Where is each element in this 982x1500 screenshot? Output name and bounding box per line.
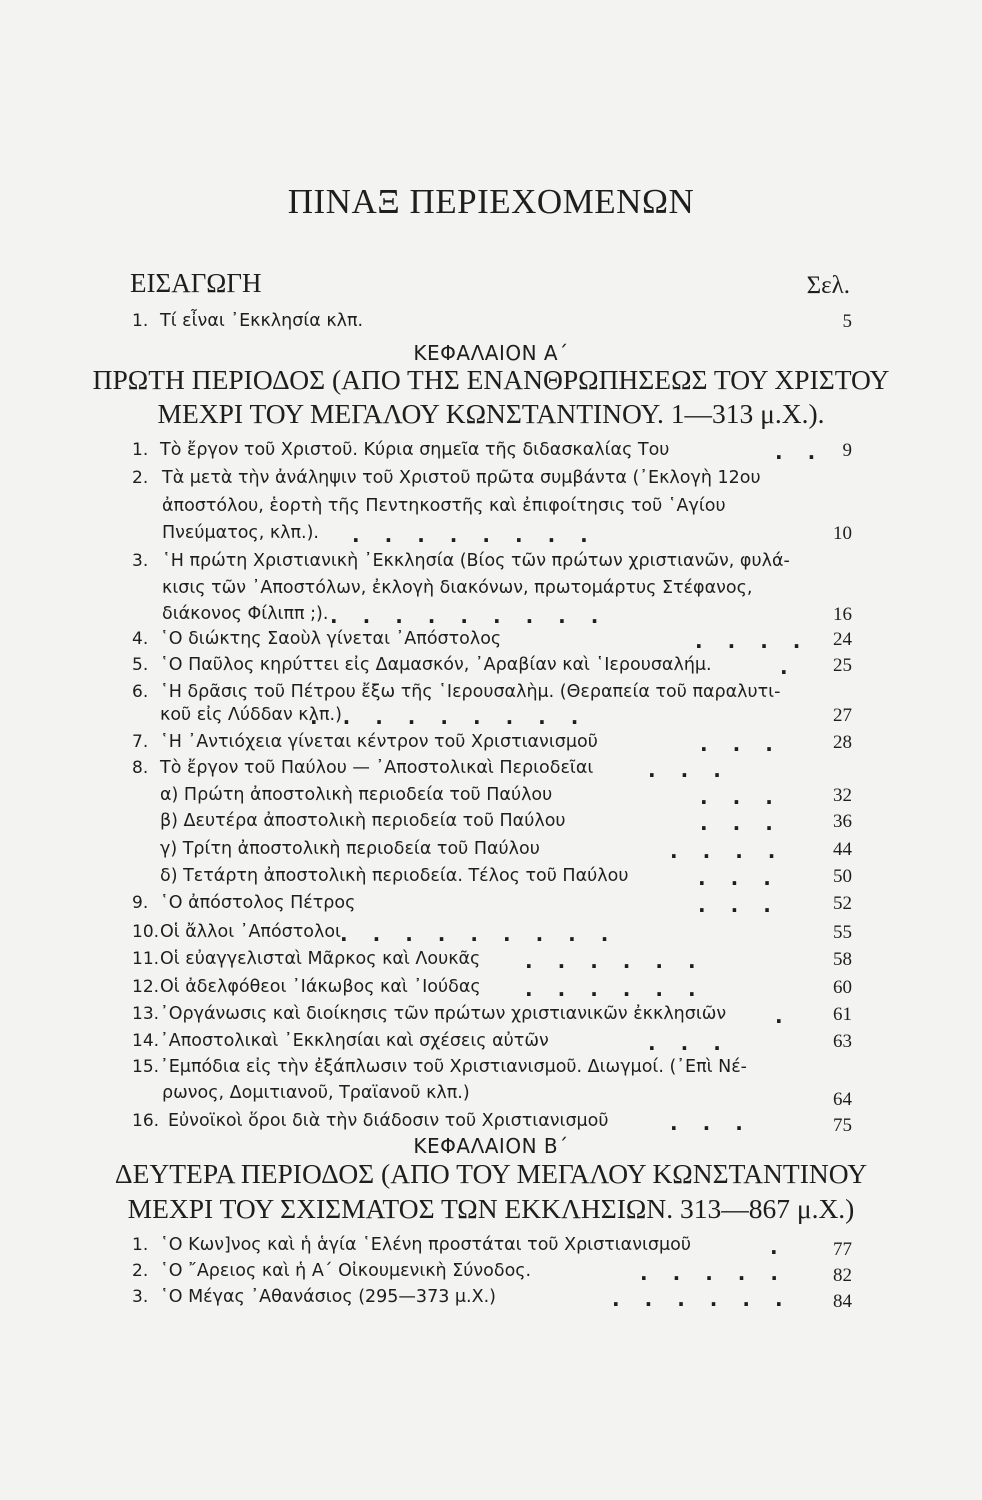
toc-entry-continuation: [0, 604, 982, 630]
leader-dots: ......: [612, 1287, 808, 1311]
entry-text: Τὰ μετὰ τὴν ἀνάληψιν τοῦ Χριστοῦ πρῶτα συμβάντα (᾿Εκλογὴ 12ου: [162, 468, 761, 488]
toc-entry: [0, 1235, 982, 1261]
leader-dots: .: [775, 1004, 808, 1028]
toc-subentry: [0, 839, 982, 865]
introduction-heading: ΕΙΣΑΓΩΓΗ: [130, 268, 262, 298]
entry-text: Οἱ ἄλλοι ᾿Απόστολοι: [160, 922, 341, 942]
entry-number: 11.: [132, 949, 160, 969]
leader-dots: .........: [330, 604, 624, 628]
entry-page: 10: [833, 523, 852, 544]
entry-page: 9: [842, 440, 852, 461]
entry-text: ἀποστόλου, ἑορτὴ τῆς Πεντηκοστῆς καὶ ἐπιφοίτησις τοῦ ῾Αγίου: [162, 496, 726, 516]
entry-page: 75: [833, 1115, 852, 1136]
toc-entry: [0, 440, 982, 466]
toc-entry: [0, 758, 982, 784]
entry-number: 15.: [132, 1057, 160, 1077]
leader-dots: ...: [700, 785, 798, 809]
entry-number: 4.: [132, 629, 149, 649]
leader-dots: ..: [775, 440, 841, 464]
entry-text: Τὸ ἔργον τοῦ Χριστοῦ. Κύρια σημεῖα τῆς διδασκαλίας Του: [160, 440, 670, 460]
leader-dots: ....: [670, 839, 801, 863]
chapter-b-title-line1: ΔΕΥΤΕΡΑ ΠΕΡΙΟΔΟΣ (ΑΠΟ ΤΟΥ ΜΕΓΑΛΟΥ ΚΩΝΣΤΑΝΤΙΝΟΥ: [114, 1158, 868, 1189]
entry-page: 50: [833, 866, 852, 887]
entry-number: 7.: [132, 732, 149, 752]
chapter-a-title-line1: ΠΡΩΤΗ ΠΕΡΙΟΔΟΣ (ΑΠΟ ΤΗΣ ΕΝΑΝΘΡΩΠΗΣΕΩΣ ΤΟΥ ΧΡΙΣΤΟΥ: [92, 364, 890, 395]
entry-page: 77: [833, 1239, 852, 1260]
toc-entry: [0, 1031, 982, 1057]
entry-number: 9.: [132, 893, 149, 913]
entry-page: 64: [833, 1089, 852, 1110]
entry-page: 55: [833, 922, 852, 943]
leader-dots: ...: [698, 893, 796, 917]
entry-text: ῾Ο Κων]νος καὶ ἡ ἁγία ῾Ελένη προστάται τοῦ Χριστιανισμοῦ: [160, 1235, 691, 1255]
entry-text: κισις τῶν ᾿Αποστόλων, ἐκλογὴ διακόνων, πρωτομάρτυς Στέφανος,: [162, 578, 753, 598]
toc-entry: [0, 551, 982, 577]
leader-dots: .....: [640, 1261, 803, 1285]
leader-dots: .: [770, 1235, 803, 1259]
leader-dots: ...: [700, 732, 798, 756]
entry-page: 52: [833, 893, 852, 914]
entry-page: 58: [833, 949, 852, 970]
toc-entry-continuation: [0, 496, 982, 522]
entry-page: 28: [833, 732, 852, 753]
entry-page: 63: [833, 1031, 852, 1052]
toc-entry: [0, 1287, 982, 1313]
toc-entry: [0, 732, 982, 758]
entry-text: α) Πρώτη ἀποστολικὴ περιοδεία τοῦ Παύλου: [160, 785, 553, 805]
entry-number: 13.: [132, 1004, 160, 1024]
entry-text: ρωνος, Δομιτιανοῦ, Τραϊανοῦ κλπ.): [162, 1083, 470, 1103]
entry-text: κοῦ εἰς Λύδδαν κλπ.): [160, 705, 342, 725]
chapter-b-title-line2: ΜΕΧΡΙ ΤΟΥ ΣΧΙΣΜΑΤΟΣ ΤΩΝ ΕΚΚΛΗΣΙΩΝ. 313—867 μ.Χ.): [127, 1193, 855, 1224]
entry-page: 44: [833, 839, 852, 860]
entry-text: δ) Τετάρτη ἀποστολικὴ περιοδεία. Τέλος τοῦ Παύλου: [160, 866, 629, 886]
toc-entry-continuation: [0, 523, 982, 549]
chapter-a-title-line2: ΜΕΧΡΙ ΤΟΥ ΜΕΓΑΛΟΥ ΚΩΝΣΤΑΝΤΙΝΟΥ. 1—313 μ.Χ.).: [157, 398, 825, 429]
entry-page: 36: [833, 811, 852, 832]
entry-page: 61: [833, 1004, 852, 1025]
entry-page: 16: [833, 604, 852, 625]
entry-text: ῾Η δρᾶσις τοῦ Πέτρου ἔξω τῆς ῾Ιερουσαλὴμ. (Θεραπεία τοῦ παραλυτι-: [160, 682, 781, 702]
entry-text: ᾿Οργάνωσις καὶ διοίκησις τῶν πρώτων χριστιανικῶν ἐκκλησιῶν: [160, 1004, 727, 1024]
entry-number: 1.: [132, 440, 149, 460]
entry-number: 10.: [132, 922, 160, 942]
toc-entry: [0, 1261, 982, 1287]
entry-number: 3.: [132, 551, 149, 571]
entry-number: 1.: [132, 311, 149, 331]
leader-dots: ...: [670, 1111, 768, 1135]
leader-dots: ...: [698, 866, 796, 890]
leader-dots: ...: [648, 1031, 746, 1055]
entry-text: ῾Ο διώκτης Σαοὺλ γίνεται ᾿Απόστολος: [160, 629, 502, 649]
entry-text: ῾Ο Μέγας ᾿Αθανάσιος (295—373 μ.Χ.): [160, 1287, 496, 1307]
leader-dots: ......: [525, 977, 721, 1001]
entry-number: 6.: [132, 682, 149, 702]
chapter-b-label: ΚΕΦΑΛΑΙΟΝ Β΄: [413, 1134, 569, 1158]
toc-subentry: [0, 811, 982, 837]
entry-text: ᾿Αποστολικαὶ ᾿Εκκλησίαι καὶ σχέσεις αὐτῶν: [160, 1031, 549, 1051]
entry-text: ῾Η πρώτη Χριστιανικὴ ᾿Εκκλησία (Βίος τῶν πρώτων χριστιανῶν, φυλά-: [162, 551, 790, 571]
entry-page: 25: [833, 655, 852, 676]
entry-text: ῾Ο Παῦλος κηρύττει εἰς Δαμασκόν, ᾿Αραβίαν καὶ ῾Ιερουσαλήμ.: [160, 655, 712, 675]
entry-text: ῾Η ᾿Αντιόχεια γίνεται κέντρον τοῦ Χριστιανισμοῦ: [160, 732, 598, 752]
entry-text: Εὐνοϊκοὶ ὅροι διὰ τὴν διάδοσιν τοῦ Χριστιανισμοῦ: [168, 1111, 609, 1131]
entry-text: ᾿Εμπόδια εἰς τὴν ἐξάπλωσιν τοῦ Χριστιανισμοῦ. Διωγμοί. (᾿Επὶ Νέ-: [160, 1057, 747, 1077]
leader-dots: .: [780, 655, 813, 679]
page-title: ΠΙΝΑΞ ΠΕΡΙΕΧΟΜΕΝΩΝ: [287, 182, 695, 221]
toc-entry: [0, 893, 982, 919]
entry-number: 1.: [132, 1235, 149, 1255]
entry-number: 16.: [132, 1111, 160, 1131]
entry-text: Οἱ εὐαγγελισταὶ Μᾶρκος καὶ Λουκᾶς: [160, 949, 481, 969]
entry-page: 32: [833, 785, 852, 806]
entry-text: β) Δευτέρα ἀποστολικὴ περιοδεία τοῦ Παύλου: [160, 811, 566, 831]
toc-entry: [0, 922, 982, 948]
leader-dots: ......: [525, 949, 721, 973]
toc-entry-continuation: [0, 705, 982, 731]
entry-text: Τὸ ἔργον τοῦ Παύλου — ᾿Αποστολικαὶ Περιοδεῖαι: [160, 758, 594, 778]
toc-entry: [0, 1057, 982, 1083]
entry-page: 27: [833, 705, 852, 726]
page-column-heading: Σελ.: [806, 272, 850, 299]
entry-text: γ) Τρίτη ἀποστολικὴ περιοδεία τοῦ Παύλου: [160, 839, 540, 859]
entry-number: 8.: [132, 758, 149, 778]
chapter-a-label: ΚΕΦΑΛΑΙΟΝ Α΄: [413, 341, 569, 365]
entry-page: 82: [833, 1265, 852, 1286]
entry-page: 24: [833, 629, 852, 650]
leader-dots: ...: [648, 758, 746, 782]
entry-number: 5.: [132, 655, 149, 675]
entry-number: 2.: [132, 468, 149, 488]
toc-entry: [0, 655, 982, 681]
leader-dots: .........: [340, 922, 634, 946]
toc-entry: [0, 1004, 982, 1030]
entry-number: 2.: [132, 1261, 149, 1281]
toc-entry: [0, 629, 982, 655]
toc-subentry: [0, 785, 982, 811]
toc-entry-continuation: [0, 578, 982, 604]
entry-number: 12.: [132, 977, 160, 997]
entry-text: Πνεύματος, κλπ.).: [162, 523, 319, 543]
entry-text: Τί εἶναι ᾿Εκκλησία κλπ.: [160, 311, 364, 331]
toc-entry-continuation: [0, 1083, 982, 1109]
entry-text: διάκονος Φίλιππ ;).: [162, 604, 329, 624]
toc-entry: [0, 977, 982, 1003]
entry-text: Οἱ ἀδελφόθεοι ᾿Ιάκωβος καὶ ᾿Ιούδας: [160, 977, 481, 997]
toc-subentry: [0, 866, 982, 892]
toc-entry-intro: [0, 311, 982, 337]
leader-dots: ........: [352, 523, 613, 547]
leader-dots: ....: [695, 629, 826, 653]
leader-dots: ...: [700, 811, 798, 835]
entry-text: ῾Ο ἀπόστολος Πέτρος: [160, 893, 356, 913]
entry-text: ῾Ο ῎Αρειος καὶ ἡ Α΄ Οἰκουμενικὴ Σύνοδος.: [160, 1261, 532, 1281]
toc-entry: [0, 949, 982, 975]
entry-page: 84: [833, 1291, 852, 1312]
entry-number: 3.: [132, 1287, 149, 1307]
entry-page: 5: [842, 311, 852, 332]
entry-number: 14.: [132, 1031, 160, 1051]
entry-page: 60: [833, 977, 852, 998]
leader-dots: .........: [310, 705, 604, 729]
toc-entry: [0, 468, 982, 494]
